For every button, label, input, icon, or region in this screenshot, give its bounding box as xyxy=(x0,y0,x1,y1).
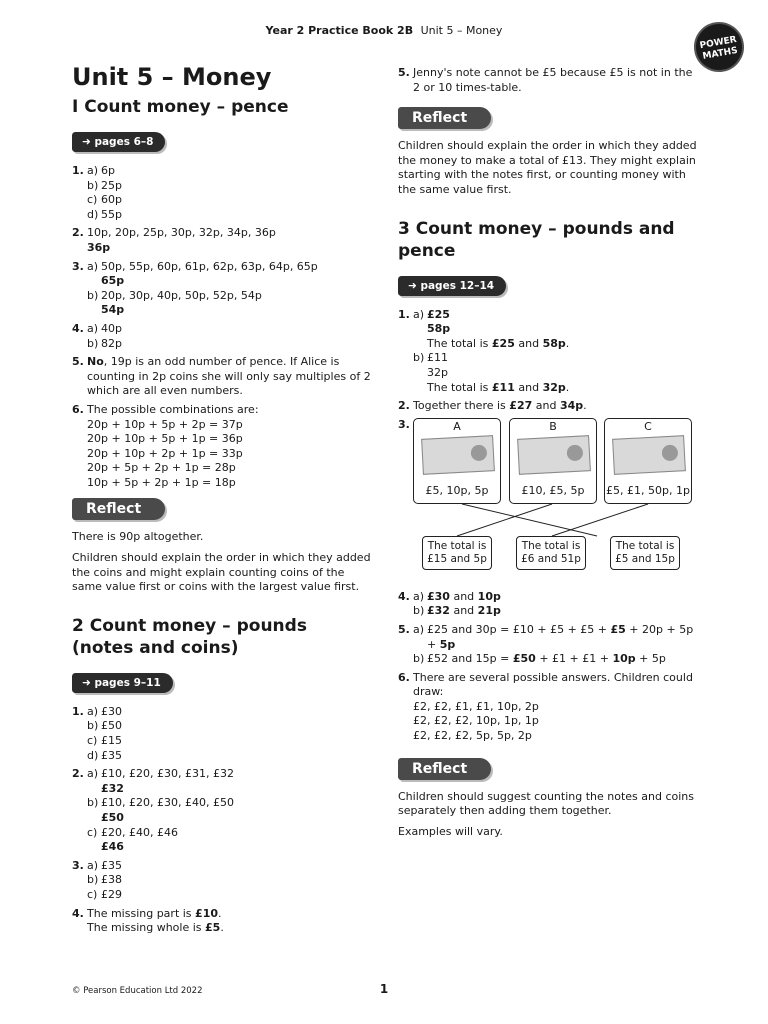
s2-question-1: 1. a) £30 b) £50 c) £15 d) £35 xyxy=(72,704,122,762)
page-number: 1 xyxy=(379,982,389,996)
left-column xyxy=(72,62,372,940)
right-column xyxy=(398,66,698,845)
unit-name: Unit 5 – Money xyxy=(420,24,503,37)
s3-question-5: 5. a) £25 and 30p = £10 + £5 + £5 + £5 + 20p + 5p + 5p b) £52 and 15p = £50 + £1 + £1 + 10p + 5p xyxy=(398,622,694,666)
s1-question-3: 3. a) 50p, 55p, 60p, 61p, 62p, 63p, 64p, 65p 65p b) 20p, 30p, 40p, 50p, 52p, 54p 54p xyxy=(72,259,318,317)
section-3-title: 3 Count money – pounds and pence xyxy=(398,218,675,261)
s1-question-1: 1. a) 6p b) 25p c) 60p d) 55p xyxy=(72,164,122,221)
s1-question-2: 2. 10p, 20p, 25p, 30p, 32p, 34p, 36p 36p xyxy=(72,226,276,254)
s3-question-4: 4. a) £30 and 10p b) £32 and 21p xyxy=(398,589,501,618)
s2-reflect-text: Children should explain the order in which they added the money to make a total of £13. They might explain starting with the notes first, or counting money with the same value first. xyxy=(398,139,697,196)
s1-reflect-text-2: Children should explain the order in which they added the coins and might explain counting coins of the same value first or coins with the largest value first. xyxy=(72,551,371,594)
money-matching-diagram xyxy=(412,418,712,578)
s2-reflect-badge: Reflect xyxy=(398,107,491,129)
s3-question-1: 1. a) £25 58p The total is £25 and 58p. b) £11 32p The total is £11 and 32p. xyxy=(398,307,570,394)
section-1-pages-badge: ➜ pages 6–8 xyxy=(72,132,165,152)
s1-reflect-text-1: There is 90p altogether. xyxy=(72,530,204,544)
s3-reflect-text-1: Children should suggest counting the notes and coins separately then adding them together. xyxy=(398,789,695,818)
money-picture xyxy=(421,435,495,475)
s2-question-3: 3. a) £35 b) £38 c) £29 xyxy=(72,858,122,901)
running-header xyxy=(0,24,768,37)
s3-question-3: 3. A £5, 10p, 5p B £10, £5, 5p C £5, £1, 50p, 1p The total is £15 and 5p The total is £6 and 51p The total is £5 and 15p xyxy=(398,418,698,586)
copyright: © Pearson Education Ltd 2022 xyxy=(72,986,203,996)
purse-c: C £5, £1, 50p, 1p xyxy=(604,418,692,504)
s2-question-5: 5. Jenny's note cannot be £5 because £5 is not in the 2 or 10 times-table. xyxy=(398,66,693,94)
s2-question-2: 2. a) £10, £20, £30, £31, £32 £32 b) £10, £20, £30, £40, £50 £50 c) £20, £40, £46 £46 xyxy=(72,767,234,854)
section-3-pages-badge: ➜ pages 12–14 xyxy=(398,276,506,296)
s1-reflect-badge: Reflect xyxy=(72,498,165,520)
unit-title: Unit 5 – Money xyxy=(72,63,272,91)
s3-reflect-badge: Reflect xyxy=(398,758,491,780)
purse-a: A £5, 10p, 5p xyxy=(413,418,501,504)
section-1-title: I Count money – pence xyxy=(72,97,289,117)
money-picture xyxy=(612,435,686,475)
section-2-pages-badge: ➜ pages 9–11 xyxy=(72,673,173,693)
section-2-title: 2 Count money – pounds (notes and coins) xyxy=(72,615,307,658)
s3-question-2: 2. Together there is £27 and 34p. xyxy=(398,399,587,413)
s1-question-5: 5. No, 19p is an odd number of pence. If Alice is counting in 2p coins she will only say multiples of 2 which are all even numbers. xyxy=(72,355,371,398)
s3-question-6: 6. There are several possible answers. Children could draw: £2, £2, £1, £1, 10p, 2p £2, £2, £2, 10p, 1p, 1p £2, £2, £2, 5p, 5p, 2p xyxy=(398,670,693,743)
book-title: Year 2 Practice Book 2B xyxy=(265,24,414,37)
total-box-3: The total is £5 and 15p xyxy=(610,536,680,570)
purse-b: B £10, £5, 5p xyxy=(509,418,597,504)
total-box-2: The total is £6 and 51p xyxy=(516,536,586,570)
s3-reflect-text-2: Examples will vary. xyxy=(398,824,503,838)
power-maths-logo: POWER MATHS xyxy=(690,18,748,76)
s1-question-6: 6. The possible combinations are: 20p + 10p + 5p + 2p = 37p 20p + 10p + 5p + 1p = 36p 20p + 10p + 2p + 1p = 33p 20p + 5p + 2p + 1p = 28p 10p + 5p + 2p + 1p = 18p xyxy=(72,402,259,489)
s1-question-4: 4. a) 40p b) 82p xyxy=(72,321,122,350)
total-box-1: The total is £15 and 5p xyxy=(422,536,492,570)
s2-question-4: 4. The missing part is £10. The missing whole is £5. xyxy=(72,906,224,935)
money-picture xyxy=(517,435,591,475)
